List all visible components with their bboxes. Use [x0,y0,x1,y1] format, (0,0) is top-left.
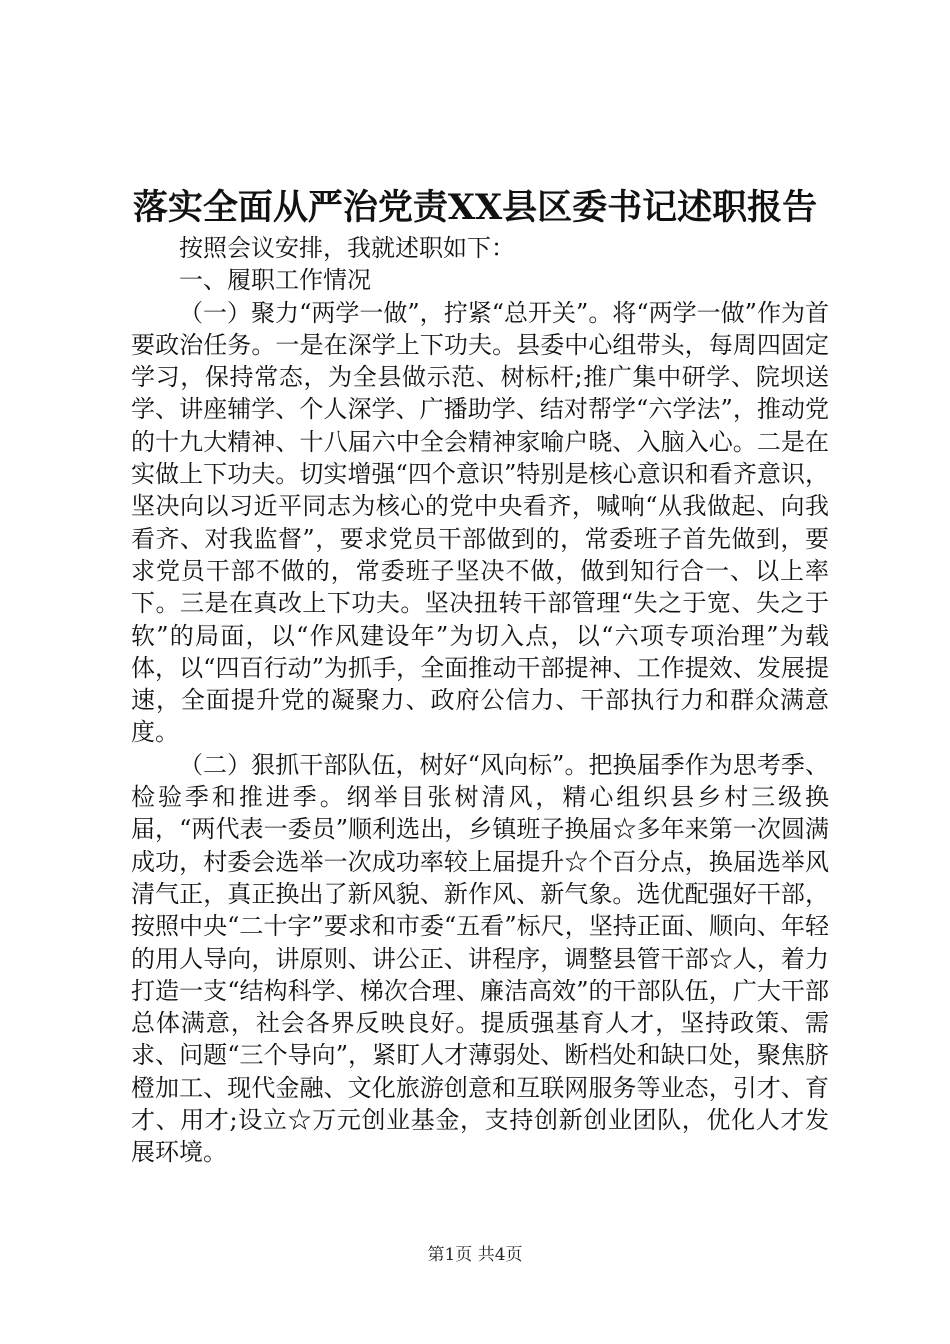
document-title: 落实全面从严治党责XX县区委书记述职报告 [132,187,818,228]
paragraph-two: （二）狠抓干部队伍，树好“风向标”。把换届季作为思考季、检验季和推进季。纲举目张树清风，精心组织县乡村三级换届，“两代表一委员”顺利选出，乡镇班子换届☆多年来第一次圆满成功，村委会选举一次成功率较上届提升☆个百分点，换届选举风清气正，真正换出了新风貌、新作风、新气象。选优配强好干部，按照中央“二十字”要求和市委“五看”标尺，坚持正面、顺向、年轻的用人导向，讲原则、讲公正、讲程序，调整县管干部☆人，着力打造一支“结构科学、梯次合理、廉洁高效”的干部队伍，广大干部总体满意，社会各界反映良好。提质强基育人才，坚持政策、需求、问题“三个导向”，紧盯人才薄弱处、断档处和缺口处，聚焦脐橙加工、现代金融、文化旅游创意和互联网服务等业态，引才、育才、用才;设立☆万元创业基金，支持创新创业团队，优化人才发展环境。 [131,750,829,1167]
paragraph-one: （一）聚力“两学一做”，拧紧“总开关”。将“两学一做”作为首要政治任务。一是在深学上下功夫。县委中心组带头，每周四固定学习，保持常态，为全县做示范、树标杆;推广集中研学、院坝送学、讲座辅学、个人深学、广播助学、结对帮学“六学法”，推动党的十九大精神、十八届六中全会精神家喻户晓、入脑入心。二是在实做上下功夫。切实增强“四个意识”特别是核心意识和看齐意识，坚决向以习近平同志为核心的党中央看齐，喊响“从我做起、向我看齐、对我监督”，要求党员干部做到的，常委班子首先做到，要求党员干部不做的，常委班子坚决不做，做到知行合一、以上率下。三是在真改上下功夫。坚决扭转干部管理“失之于宽、失之于软”的局面，以“作风建设年”为切入点，以“六项专项治理”为载体，以“四百行动”为抓手，全面推动干部提神、工作提效、发展提速，全面提升党的凝聚力、政府公信力、干部执行力和群众满意度。 [131,298,829,747]
page-number-footer: 第1页 共4页 [427,1245,523,1265]
paragraph-intro: 按照会议安排，我就述职如下： [179,234,515,262]
section-heading: 一、履职工作情况 [179,266,371,295]
document-body [131,232,829,1169]
